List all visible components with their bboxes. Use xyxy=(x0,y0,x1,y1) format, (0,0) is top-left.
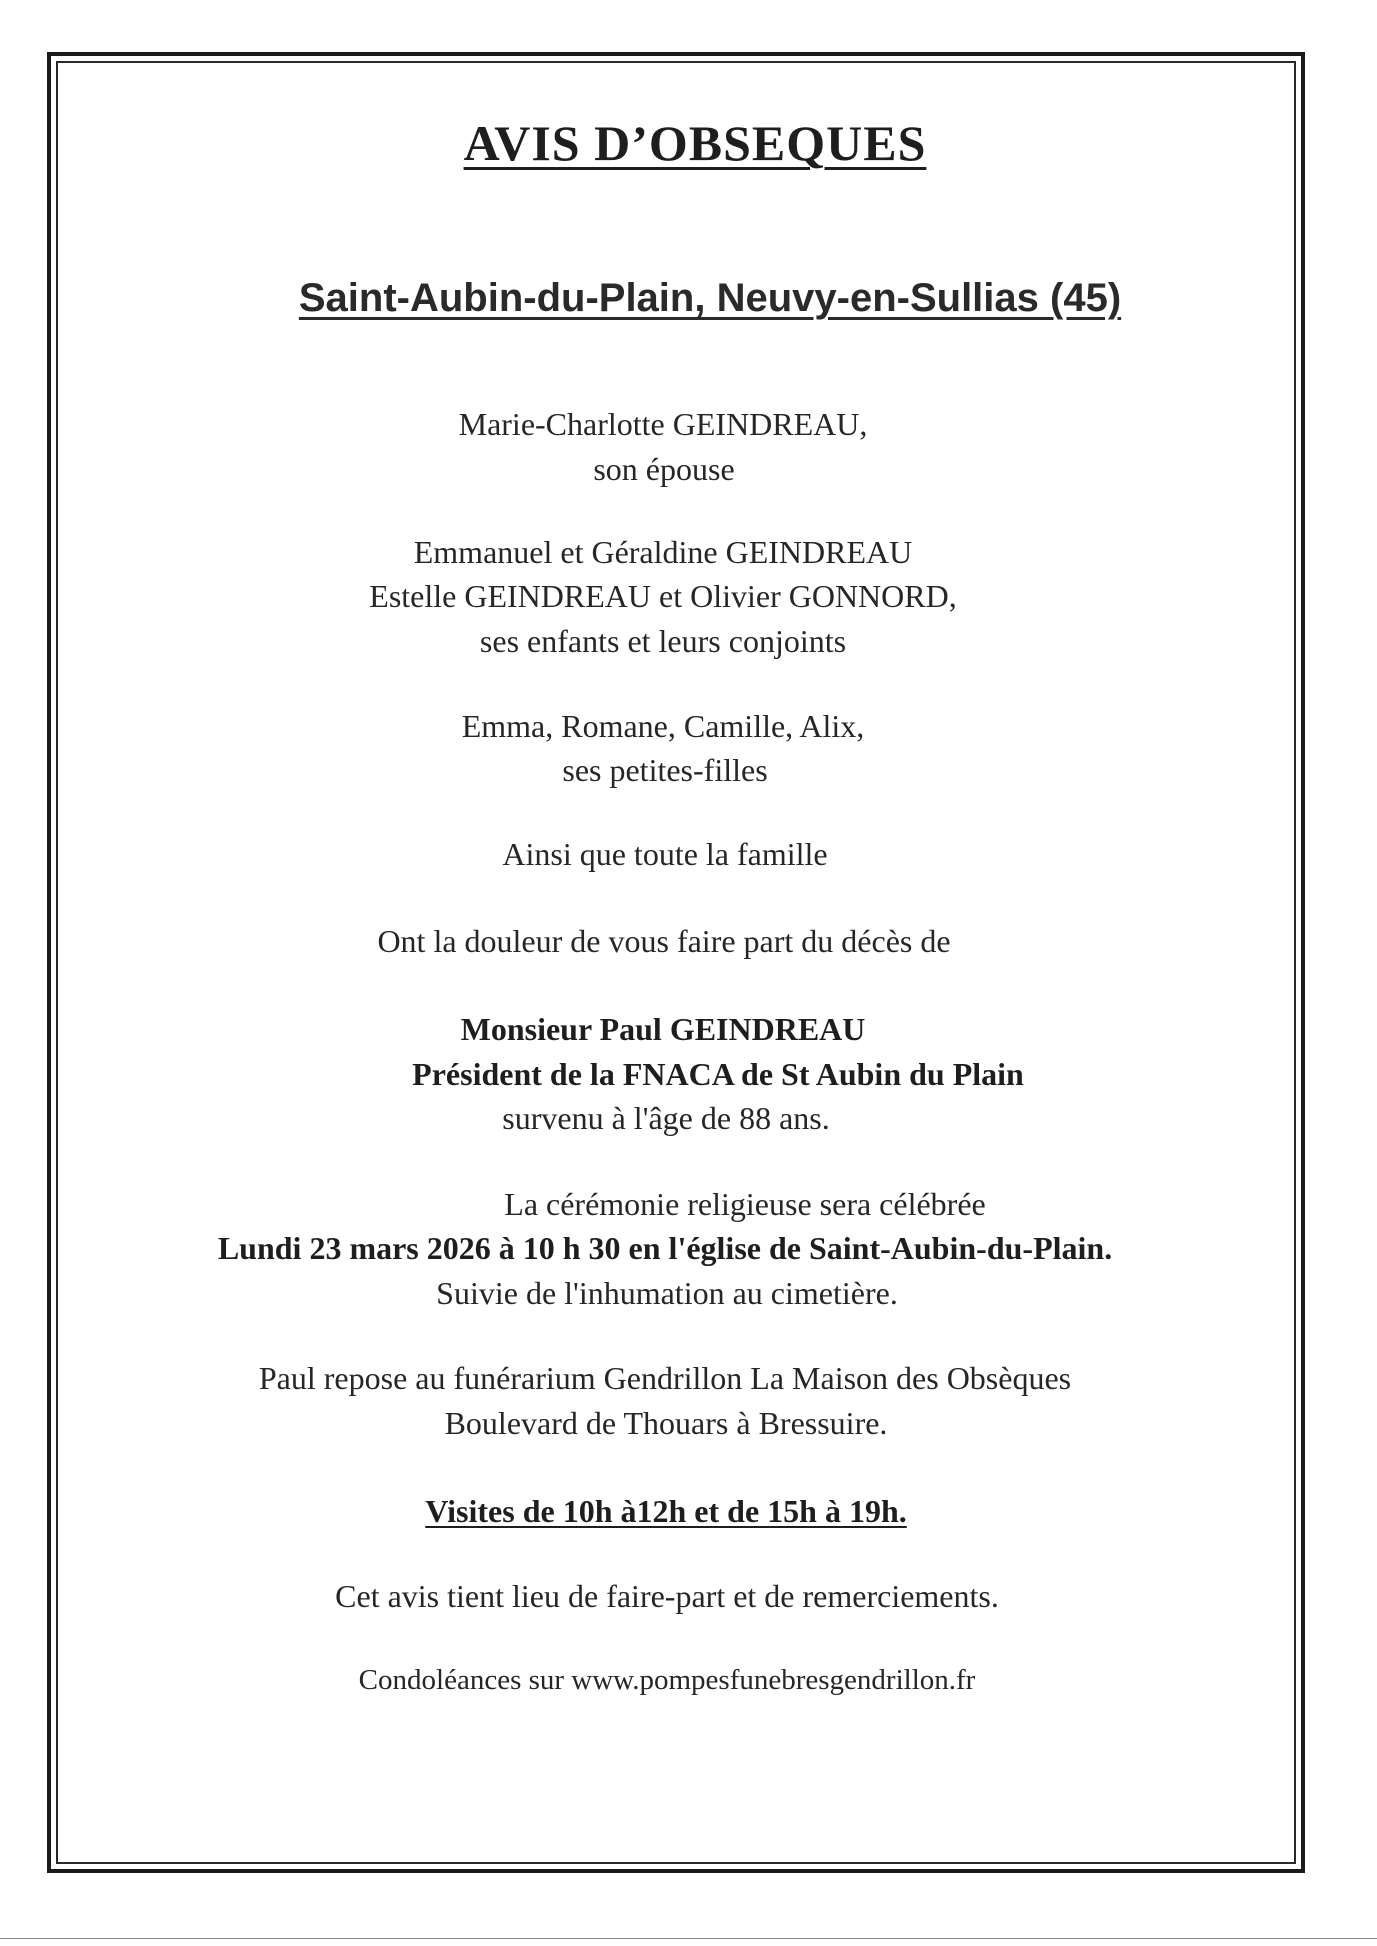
page-edge-rule xyxy=(0,1938,1377,1939)
rest-line-1: Paul repose au funérarium Gendrillon La Maison des Obsèques xyxy=(258,1360,1072,1396)
children-line-1: Emmanuel et Géraldine GEINDREAU xyxy=(413,534,913,570)
family-line: Ainsi que toute la famille xyxy=(502,836,828,872)
deceased-name: Monsieur Paul GEINDREAU xyxy=(460,1011,866,1047)
children-relation: ses enfants et leurs conjoints xyxy=(479,623,847,659)
location-heading: Saint-Aubin-du-Plain, Neuvy-en-Sullias (45) xyxy=(298,276,1122,320)
grandchildren-relation: ses petites-filles xyxy=(562,752,768,788)
rest-line-2: Boulevard de Thouars à Bressuire. xyxy=(444,1405,888,1441)
closing-line: Cet avis tient lieu de faire-part et de remerciements. xyxy=(335,1578,999,1614)
condolences-line: Condoléances sur www.pompesfunebresgendrillon.fr xyxy=(358,1664,976,1696)
deceased-role: Président de la FNACA de St Aubin du Plain xyxy=(412,1056,1024,1092)
spouse-name: Marie-Charlotte GEINDREAU, xyxy=(458,406,868,442)
announcement-line: Ont la douleur de vous faire part du décès de xyxy=(377,923,951,959)
visiting-hours: Visites de 10h à12h et de 15h à 19h. xyxy=(425,1493,907,1529)
children-line-2: Estelle GEINDREAU et Olivier GONNORD, xyxy=(369,578,957,614)
grandchildren-names: Emma, Romane, Camille, Alix, xyxy=(461,708,865,744)
notice-title: AVIS D’OBSEQUES xyxy=(463,115,927,171)
deceased-age: survenu à l'âge de 88 ans. xyxy=(502,1100,830,1136)
ceremony-date-place: Lundi 23 mars 2026 à 10 h 30 en l'église de Saint-Aubin-du-Plain. xyxy=(217,1230,1113,1266)
ceremony-intro: La cérémonie religieuse sera célébrée xyxy=(504,1186,986,1222)
ceremony-burial: Suivie de l'inhumation au cimetière. xyxy=(436,1275,898,1311)
spouse-relation: son épouse xyxy=(593,451,735,487)
